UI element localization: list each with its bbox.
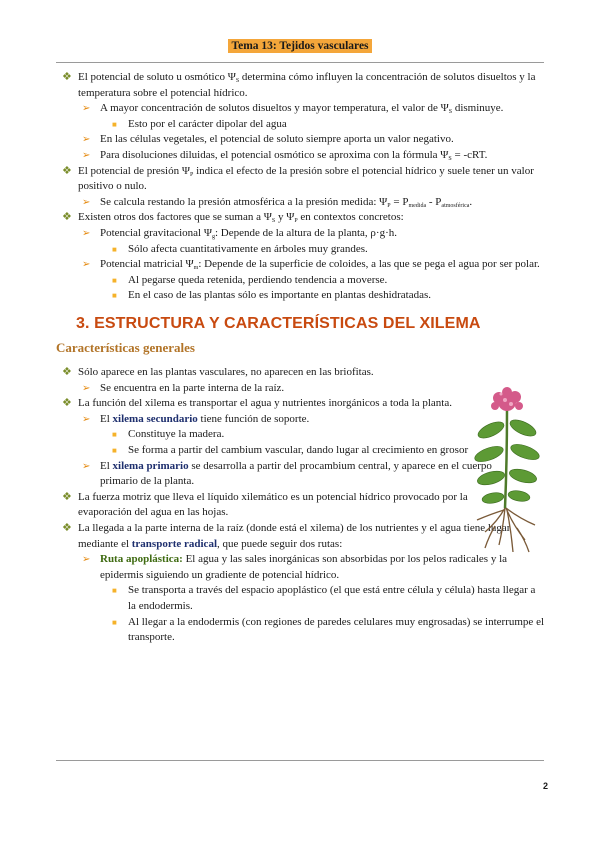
bullet-text: y Ψ bbox=[275, 211, 295, 224]
bullet-marker-icon: ■ bbox=[112, 275, 117, 285]
subscript: P bbox=[387, 202, 391, 209]
bullet-item bbox=[60, 101, 546, 117]
highlight-term: xilema primario bbox=[112, 459, 189, 472]
bullet-text: Al llegar a la endodermis (con regiones de paredes celulares muy engrosadas) se interrumpe el transporte. bbox=[128, 615, 545, 644]
bullet-item bbox=[60, 381, 500, 397]
bullet-text: El potencial de presión Ψ bbox=[78, 164, 190, 177]
bullet-marker-icon: ➢ bbox=[82, 554, 91, 566]
bullet-text: El bbox=[100, 412, 113, 425]
bullet-item bbox=[60, 490, 478, 521]
bullet-text: tiene función de soporte. bbox=[197, 412, 310, 425]
bullet-text: = -cRT. bbox=[451, 148, 488, 161]
bullet-text: El agua y las sales inorgánicas son absorbidas por los pelos radicales y la epidermis siguiendo un gradiente de potencial hídrico. bbox=[100, 553, 508, 581]
bullet-marker-icon: ➢ bbox=[82, 413, 91, 425]
page-content bbox=[56, 70, 546, 646]
bullet-marker-icon: ❖ bbox=[62, 164, 72, 177]
bullet-item bbox=[60, 615, 546, 646]
page-number: 2 bbox=[542, 781, 548, 791]
bullet-marker-icon: ❖ bbox=[62, 366, 72, 379]
bullet-text: Se encuentra en la parte interna de la raíz. bbox=[100, 381, 285, 394]
bullet-text: . bbox=[469, 195, 473, 208]
bullet-item bbox=[60, 412, 500, 428]
bullet-text: determina cómo influyen la concentración de solutos disueltos y la temperatura sobre el potencial hídrico. bbox=[78, 71, 536, 99]
subscript: S bbox=[448, 155, 452, 162]
bullet-item bbox=[60, 459, 500, 490]
subscript: atmosférica bbox=[441, 202, 470, 209]
bullet-text: Potencial matricial Ψ bbox=[100, 258, 194, 271]
bullet-text: El bbox=[100, 459, 113, 472]
highlight-term: xilema secundario bbox=[112, 412, 198, 425]
header-title: Tema 13: Tejidos vasculares bbox=[228, 39, 371, 53]
bullet-item bbox=[60, 396, 478, 412]
bullet-text: = P bbox=[390, 195, 409, 208]
highlight-term: transporte radical bbox=[131, 537, 217, 550]
subscript: S bbox=[235, 78, 240, 84]
bullet-item bbox=[60, 117, 546, 133]
subscript: medida bbox=[408, 202, 427, 209]
plant-illustration bbox=[455, 380, 555, 555]
bullet-text: Para disoluciones diluidas, el potencial osmótico se aproxima con la fórmula Ψ bbox=[100, 148, 449, 161]
bullet-text: Se calcula restando la presión atmosférica a la presión medida: Ψ bbox=[100, 195, 388, 208]
bullet-text: Se forma a partir del cambium vascular, dando lugar al crecimiento en grosor bbox=[128, 444, 469, 457]
subscript: P bbox=[189, 171, 194, 178]
bullet-marker-icon: ■ bbox=[112, 430, 117, 440]
bullet-text: disminuye. bbox=[452, 102, 504, 115]
page-header bbox=[0, 36, 600, 54]
bullet-marker-icon: ❖ bbox=[62, 522, 72, 535]
bullet-marker-icon: ■ bbox=[112, 244, 117, 254]
bullet-text: : Depende de la superficie de coloides, a las que se pega el agua por ser polar. bbox=[198, 258, 540, 271]
bullet-text: El potencial de soluto u osmótico Ψ bbox=[78, 71, 236, 83]
bullet-marker-icon: ➢ bbox=[82, 134, 91, 146]
bullet-item bbox=[60, 583, 546, 614]
bullet-item bbox=[60, 70, 546, 101]
bullet-text: indica el efecto de la presión sobre el potencial hídrico y suele tener un valor positivo o nulo. bbox=[78, 164, 534, 193]
bullet-marker-icon: ➢ bbox=[82, 227, 91, 239]
header-rule bbox=[56, 62, 544, 63]
bullet-text: : Depende de la altura de la planta, ρ·g·h. bbox=[214, 226, 397, 239]
bullet-marker-icon: ❖ bbox=[62, 211, 72, 224]
bullet-marker-icon: ❖ bbox=[62, 397, 72, 410]
bullet-item bbox=[60, 148, 546, 164]
bullet-marker-icon: ➢ bbox=[82, 149, 91, 161]
bullet-text: Sólo aparece en las plantas vasculares, no aparecen en las briofitas. bbox=[78, 366, 374, 379]
bullet-marker-icon: ■ bbox=[112, 291, 117, 301]
bullet-item bbox=[60, 195, 546, 211]
subscript: m bbox=[193, 265, 199, 272]
bullet-text: En el caso de las plantas sólo es importante en plantas deshidratadas. bbox=[128, 289, 432, 302]
bullet-item bbox=[60, 210, 546, 226]
bullet-text: - P bbox=[426, 195, 442, 208]
bullet-text: , que puede seguir dos rutas: bbox=[217, 537, 343, 550]
bullet-item bbox=[60, 257, 546, 273]
bullet-text: Constituye la madera. bbox=[128, 428, 225, 441]
bullet-marker-icon: ➢ bbox=[82, 103, 91, 115]
subscript: S bbox=[448, 109, 453, 116]
bullet-marker-icon: ■ bbox=[112, 617, 117, 627]
subscript: S bbox=[271, 218, 276, 225]
bullet-text: en contextos concretos: bbox=[297, 211, 404, 224]
bullet-list-top bbox=[60, 70, 546, 304]
bullet-marker-icon: ➢ bbox=[82, 460, 91, 472]
bullet-text: Existen otros dos factores que se suman a Ψ bbox=[78, 211, 272, 224]
highlight-term: Ruta apoplástica: bbox=[100, 553, 183, 566]
bullet-marker-icon: ➢ bbox=[82, 196, 91, 208]
bullet-item bbox=[60, 226, 546, 242]
bullet-item bbox=[60, 242, 546, 258]
bullet-marker-icon: ■ bbox=[112, 119, 117, 129]
bullet-text: La función del xilema es transportar el agua y nutrientes inorgánicos a toda la planta. bbox=[78, 397, 452, 410]
bullet-text: Potencial gravitacional Ψ bbox=[100, 226, 212, 239]
subscript: g bbox=[211, 233, 215, 240]
bullet-marker-icon: ❖ bbox=[62, 71, 72, 83]
bullet-marker-icon: ❖ bbox=[62, 490, 72, 503]
bullet-item bbox=[60, 273, 546, 289]
bullet-item bbox=[60, 132, 546, 148]
section-title: 3. ESTRUCTURA Y CARACTERÍSTICAS DEL XILEMA bbox=[76, 314, 481, 332]
bullet-item bbox=[60, 288, 546, 304]
subsection-title: Características generales bbox=[56, 339, 195, 355]
bullet-text: A mayor concentración de solutos disueltos y mayor temperatura, el valor de Ψ bbox=[100, 102, 449, 115]
bullet-text: Sólo afecta cuantitativamente en árboles muy grandes. bbox=[128, 242, 368, 255]
bullet-text: Al pegarse queda retenida, perdiendo tendencia a moverse. bbox=[128, 273, 388, 286]
footer-rule bbox=[56, 760, 544, 761]
bullet-text: se desarrolla a partir del procambium central, y aparece en el cuerpo primario de la planta. bbox=[100, 459, 492, 488]
bullet-text: Esto por el carácter dipolar del agua bbox=[128, 117, 287, 130]
bullet-text: Se transporta a través del espacio apoplástico (el que está entre célula y célula) hasta llegar a la endodermis. bbox=[128, 584, 536, 612]
bullet-marker-icon: ➢ bbox=[82, 259, 91, 271]
bullet-marker-icon: ■ bbox=[112, 446, 117, 456]
subscript: P bbox=[294, 218, 298, 225]
bullet-item bbox=[60, 552, 546, 583]
bullet-marker-icon: ➢ bbox=[82, 382, 91, 394]
bullet-text: La fuerza motriz que lleva el líquido xilemático es un potencial hídrico provocado por la evaporación del agua en las hojas. bbox=[78, 490, 468, 519]
bullet-item bbox=[60, 365, 478, 381]
bullet-item bbox=[60, 164, 546, 195]
bullet-text: La llegada a la parte interna de la raíz (donde está el xilema) de los nutrientes y el agua tiene lugar mediante el bbox=[78, 522, 511, 550]
bullet-marker-icon: ■ bbox=[112, 586, 117, 596]
bullet-text: En las células vegetales, el potencial de soluto siempre aporta un valor negativo. bbox=[100, 133, 454, 146]
